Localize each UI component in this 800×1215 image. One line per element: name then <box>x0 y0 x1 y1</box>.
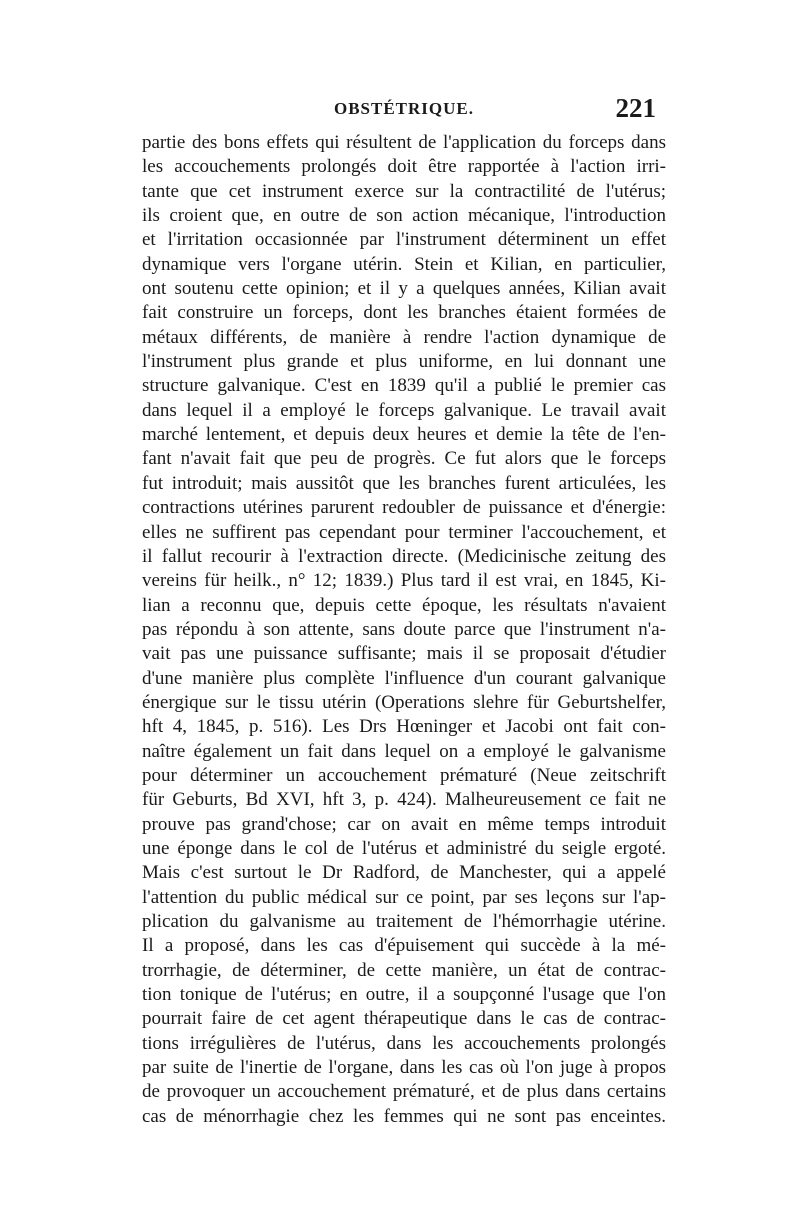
text-line: dynamique vers l'organe utérin. Stein et Kilian, en particulier, <box>142 253 666 275</box>
text-line: l'instrument plus grande et plus uniforme, en lui donnant une <box>142 351 666 373</box>
text-line: vereins für heilk., n° 12; 1839.) Plus tard il est vrai, en 1845, Ki- <box>142 570 666 592</box>
text-line: naître également un fait dans lequel on a employé le galvanisme <box>142 740 666 762</box>
text-line: par suite de l'inertie de l'organe, dans les cas où l'on juge à propos <box>142 1057 666 1079</box>
text-line: elles ne suffirent pas cependant pour terminer l'accouchement, et <box>142 521 666 543</box>
text-line: trorrhagie, de déterminer, de cette manière, un état de contrac- <box>142 959 666 981</box>
text-line: Mais c'est surtout le Dr Radford, de Manchester, qui a appelé <box>142 862 666 884</box>
text-line: partie des bons effets qui résultent de l'application du forceps dans <box>142 132 666 153</box>
text-line: tions irrégulières de l'utérus, dans les accouchements prolongés <box>142 1032 666 1054</box>
text-line: dans lequel il a employé le forceps galvanique. Le travail avait <box>142 399 666 421</box>
text-line: d'une manière plus complète l'influence d'un courant galvanique <box>142 667 666 689</box>
text-line: métaux différents, de manière à rendre l'action dynamique de <box>142 326 666 348</box>
running-head <box>142 93 666 127</box>
text-line: fait construire un forceps, dont les branches étaient formées de <box>142 302 666 324</box>
text-line: pourrait faire de cet agent thérapeutique dans le cas de contrac- <box>142 1008 666 1030</box>
text-line: de provoquer un accouchement prématuré, et de plus dans certains <box>142 1081 666 1103</box>
text-line: tante que cet instrument exerce sur la contractilité de l'utérus; <box>142 180 666 202</box>
text-line: pour déterminer un accouchement prématuré (Neue zeitschrift <box>142 764 666 786</box>
text-line: fant n'avait fait que peu de progrès. Ce fut alors que le forceps <box>142 448 666 470</box>
text-line: lian a reconnu que, depuis cette époque, les résultats n'avaient <box>142 594 666 616</box>
text-line: pas répondu à son attente, sans doute parce que l'instrument n'a- <box>142 618 666 640</box>
text-line: prouve pas grand'chose; car on avait en même temps introduit <box>142 813 666 835</box>
text-line: fut introduit; mais aussitôt que les branches furent articulées, les <box>142 472 666 494</box>
text-line: une éponge dans le col de l'utérus et administré du seigle ergoté. <box>142 837 666 859</box>
text-line: structure galvanique. C'est en 1839 qu'il a publié le premier cas <box>142 375 666 397</box>
text-line: il fallut recourir à l'extraction directe. (Medicinische zeitung des <box>142 545 666 567</box>
page-number: 221 <box>615 93 656 123</box>
text-line: für Geburts, Bd XVI, hft 3, p. 424). Malheureusement ce fait ne <box>142 789 666 811</box>
text-line: cas de ménorrhagie chez les femmes qui ne sont pas enceintes. <box>142 1105 666 1127</box>
text-line: Il a proposé, dans les cas d'épuisement qui succède à la mé- <box>142 935 666 957</box>
text-line: marché lentement, et depuis deux heures et demie la tête de l'en- <box>142 424 666 446</box>
text-line: ils croient que, en outre de son action mécanique, l'introduction <box>142 205 666 227</box>
text-line: tion tonique de l'utérus; en outre, il a soupçonné l'usage que l'on <box>142 984 666 1006</box>
text-line: l'attention du public médical sur ce point, par ses leçons sur l'ap- <box>142 886 666 908</box>
text-line: vait pas une puissance suffisante; mais il se proposait d'étudier <box>142 643 666 665</box>
body-text <box>142 131 666 1129</box>
text-line: contractions utérines parurent redoubler de puissance et d'énergie: <box>142 497 666 519</box>
text-line: hft 4, 1845, p. 516). Les Drs Hœninger et Jacobi ont fait con- <box>142 716 666 738</box>
text-line: énergique sur le tissu utérin (Operations slehre für Geburtshelfer, <box>142 691 666 713</box>
running-title: OBSTÉTRIQUE. <box>333 99 474 118</box>
text-line: plication du galvanisme au traitement de l'hémorrhagie utérine. <box>142 911 666 932</box>
text-line: ont soutenu cette opinion; et il y a quelques années, Kilian avait <box>142 278 666 300</box>
text-line: les accouchements prolongés doit être rapportée à l'action irri- <box>142 156 666 178</box>
text-line: et l'irritation occasionnée par l'instrument déterminent un effet <box>142 229 666 251</box>
